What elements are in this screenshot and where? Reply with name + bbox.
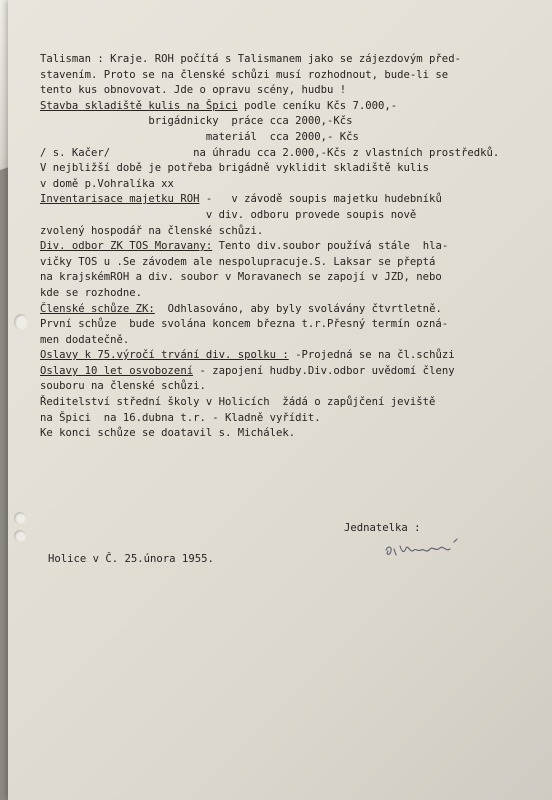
text-line	[40, 379, 495, 395]
punch-hole	[14, 314, 28, 330]
line-text: / s. Kačer/ na úhradu cca 2.000,-Kčs z vlastních prostředků.	[40, 146, 500, 159]
punch-hole	[14, 530, 26, 542]
text-line	[40, 208, 495, 224]
text-line	[40, 364, 495, 380]
underlined-heading: Oslavy k 75.výročí trvání div. spolku :	[40, 349, 289, 362]
punch-hole	[14, 512, 26, 524]
text-line	[40, 348, 495, 364]
line-text: na krajskémROH a div. soubor v Moravanech se zapojí v JZD, nebo	[40, 271, 442, 284]
line-text: Ředitelství střední školy v Holicích žádá o zapůjčení jeviště	[40, 396, 436, 409]
text-line	[40, 68, 495, 84]
line-text: Talisman : Kraje. ROH počítá s Talismanem jako se zájezdovým před-	[40, 53, 461, 65]
line-text: souboru na členské schůzi.	[40, 380, 206, 393]
text-line	[40, 146, 500, 162]
text-line	[40, 114, 495, 130]
line-text: v domě p.Vohralíka xx	[40, 177, 174, 190]
text-line	[40, 317, 495, 333]
text-line	[40, 411, 495, 427]
text-line	[40, 130, 495, 146]
text-line	[40, 302, 495, 318]
underlined-heading: Členské schůze ZK:	[40, 302, 155, 315]
signer-label: Jednatelka :	[344, 522, 421, 534]
underlined-heading: Inventarisace majetku ROH	[40, 193, 200, 206]
line-text: men dodatečně.	[40, 333, 130, 346]
line-text: podle ceníku Kčs 7.000,-	[237, 99, 398, 112]
text-line	[40, 52, 495, 68]
text-line	[40, 161, 495, 177]
text-line	[40, 333, 495, 349]
line-text: - zapojení hudby.Div.odbor uvědomí členy	[193, 364, 455, 377]
text-line	[40, 83, 495, 99]
handwritten-signature	[358, 528, 478, 568]
line-text: Tento div.soubor používá stále hla-	[212, 240, 449, 253]
line-text: zvolený hospodář na členské schůzi.	[40, 224, 264, 237]
place-and-date: Holice v Č. 25.února 1955.	[48, 553, 214, 565]
line-text: materiál cca 2000,- Kčs	[40, 130, 359, 143]
line-text: -Projedná se na čl.schůzi	[288, 349, 455, 362]
document-body	[40, 52, 500, 442]
text-line	[40, 286, 495, 302]
text-line	[40, 395, 495, 411]
text-line	[40, 192, 495, 208]
text-line	[40, 99, 495, 115]
underlined-heading: Stavba skladiště kulis na Špici	[40, 99, 238, 112]
text-line	[40, 239, 495, 255]
underlined-heading: Oslavy 10 let osvobození	[40, 364, 194, 377]
line-text: na Špici na 16.dubna t.r. - Kladně vyřídit.	[40, 411, 321, 424]
line-text: V nejbližší době je potřeba brigádně vyklidit skladiště kulis	[40, 162, 430, 175]
line-text: v div. odboru provede soupis nově	[40, 208, 417, 221]
line-text: stavením. Proto se na členské schůzi musí rozhodnout, bude-li se	[40, 68, 449, 81]
line-text: tento kus obnovovat. Jde o opravu scény, hudbu !	[40, 84, 347, 97]
underlined-heading: Div. odbor ZK TOS Moravany:	[40, 240, 213, 253]
text-line	[40, 426, 495, 442]
line-text: kde se rozhodne.	[40, 286, 143, 299]
text-line	[40, 177, 495, 193]
line-text: Ke konci schůze se doatavil s. Michálek.	[40, 427, 296, 440]
text-line	[40, 270, 495, 286]
line-text: Odhlasováno, aby byly svolávány čtvrtletně.	[154, 302, 442, 315]
text-line	[40, 255, 495, 271]
line-text: První schůze bude svolána koncem března t.r.Přesný termín ozná-	[40, 318, 449, 331]
line-text: brigádnicky práce cca 2000,-Kčs	[40, 115, 353, 128]
line-text: - v závodě soupis majetku hudebníků	[199, 193, 442, 206]
text-line	[40, 224, 495, 240]
line-text: vičky TOS u .Se závodem ale nespolupracuje.S. Laksar se přeptá	[40, 255, 436, 268]
